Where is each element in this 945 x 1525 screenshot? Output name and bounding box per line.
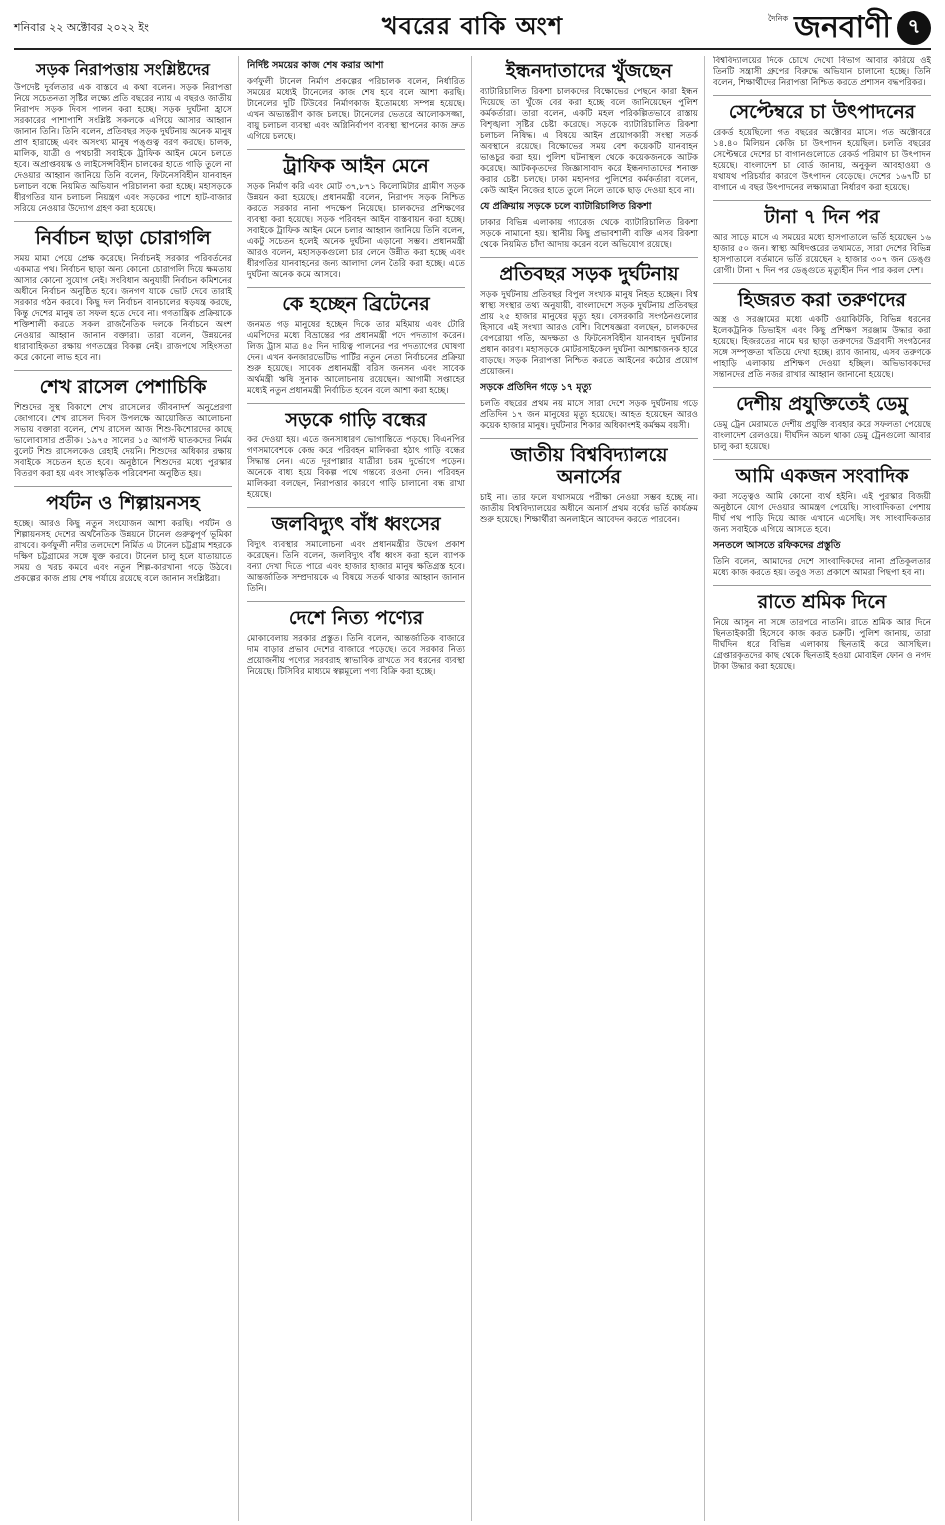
article-body: অস্ত্র ও সরঞ্জামের মধ্যে একটি ওয়াকিটকি, বিভিন্ন ধরনের ইলেকট্রনিক ডিভাইস এবং কিছু প্রশিক্ষণ সরঞ্জাম উদ্ধার করা হয়েছে। হিজরতের নামে ঘর ছাড়া তরুণদের উগ্রবাদী সংগঠনের সঙ্গে সম্পৃক্ততা খতিয়ে দেখা হচ্ছে। র‌্যাব জানায়, এসব তরুণকে পাহাড়ি এলাকায় প্রশিক্ষণ দেওয়া হচ্ছিল। অভিভাবকদের সন্তানদের প্রতি নজর রাখার আহ্বান জানানো হয়েছে। <box>713 315 931 381</box>
divider <box>713 283 931 284</box>
article-headline: নির্বাচন ছাড়া চোরাগলি <box>35 227 211 250</box>
issue-date: শনিবার ২২ অক্টোবর ২০২২ ইং <box>14 20 149 34</box>
article-dengue <box>713 206 931 277</box>
article-traffic-law <box>247 155 465 281</box>
divider <box>713 459 931 460</box>
article-vehicle-strike <box>247 409 465 502</box>
article-journalist <box>713 465 931 579</box>
article-body: ঢাকার বিভিন্ন এলাকায় গ্যারেজ থেকে ব্যাটারিচালিত রিকশা সড়কে নামানো হয়। স্থানীয় কিছু প্রভাবশালী ব্যক্তি এসব রিকশা থেকে নিয়মিত চাঁদা আদায় করেন বলে অভিযোগ রয়েছে। <box>480 217 698 250</box>
masthead <box>701 11 931 45</box>
article-headline: জলবিদ্যুৎ বাঁধ ধ্বংসের <box>271 513 441 536</box>
article-headline: ইন্ধনদাতাদের খুঁজছেন <box>505 60 673 82</box>
article-subhead: সড়কে প্রতিদিন গড়ে ১৭ মৃত্যু <box>480 381 592 393</box>
article-road-safety <box>14 60 232 215</box>
article-demu <box>713 393 931 453</box>
article-tea-production <box>713 101 931 194</box>
article-body: ডেমু ট্রেন মেরামতে দেশীয় প্রযুক্তি ব্যবহার করে সফলতা পেয়েছে বাংলাদেশ রেলওয়ে। দীর্ঘদিন অচল থাকা ডেমু ট্রেনগুলো আবার চালু করা হয়েছে। <box>713 420 931 453</box>
article-headline: সেপ্টেম্বরে চা উৎপাদনের <box>728 101 916 123</box>
article-sheikh-russel <box>14 376 232 480</box>
divider <box>247 507 465 508</box>
column-3 <box>480 56 705 1521</box>
article-headline: টানা ৭ দিন পর <box>764 205 880 228</box>
divider <box>713 95 931 96</box>
article-body: বিশ্ববিদ্যালয়ের দিকে চোখে দেখো বিভাগ আবার করিয়ে ওই তিনটি সন্ত্রাসী গ্রুপের বিরুদ্ধে অভিযান চালানো হচ্ছে। তিনি বলেন, শিক্ষার্থীদের নিরাপত্তা নিশ্চিত করতে প্রশাসন বদ্ধপরিকর। <box>713 56 931 88</box>
divider <box>480 438 698 439</box>
article-britain <box>247 293 465 397</box>
divider <box>14 486 232 487</box>
article-tunnel <box>247 59 465 143</box>
column-2 <box>247 56 472 1521</box>
article-body: সড়ক নির্মাণ করি এবং মোট ৩৭,৮৭১ কিলোমিটার গ্রামীণ সড়ক উন্নয়ন করা হয়েছে। প্রধানমন্ত্রী বলেন, নিরাপদ সড়ক নিশ্চিত করতে সরকার নানা পদক্ষেপ নিয়েছে। চালকদের প্রশিক্ষণের ব্যবস্থা করা হয়েছে। সড়ক পরিবহন আইন বাস্তবায়ন করা হচ্ছে। সবাইকে ট্রাফিক আইন মেনে চলার আহ্বান জানিয়ে তিনি বলেন, একটু সচেতন হলেই অনেক দুর্ঘটনা এড়ানো সম্ভব। প্রধানমন্ত্রী আরও বলেন, মহাসড়কগুলো চার লেনে উন্নীত করা হচ্ছে এবং ধীরগতির যানবাহনের জন্য আলাদা লেন তৈরি করা হচ্ছে। এতে দুর্ঘটনা অনেক কমে আসবে। <box>247 181 465 280</box>
article-headline: হিজরত করা তরুণদের <box>738 288 906 311</box>
page-header <box>14 8 931 50</box>
column-4 <box>713 56 931 1521</box>
divider <box>713 387 931 388</box>
divider <box>247 287 465 288</box>
article-body: কর্ণফুলী টানেল নির্মাণ প্রকল্পের পরিচালক বলেন, নির্ধারিত সময়ের মধ্যেই টানেলের কাজ শেষ হবে বলে আশা করছি। টানেলের দুটি টিউবের নির্মাণকাজ ইতোমধ্যে সম্পন্ন হয়েছে। এখন অভ্যন্তরীণ কাজ চলছে। টানেলের ভেতরে আলোকসজ্জা, বায়ু চলাচল ব্যবস্থা এবং অগ্নিনির্বাপণ ব্যবস্থা স্থাপনের কাজ দ্রুত এগিয়ে চলছে। <box>247 77 465 142</box>
divider <box>247 149 465 150</box>
article-body: কর দেওয়া হয়। এতে জনসাধারণ ভোগান্তিতে পড়ছে। বিএনপির গণসমাবেশকে কেন্দ্র করে পরিবহন মালিকরা হঠাৎ গাড়ি বন্ধের সিদ্ধান্ত নেন। এতে দূরপাল্লার যাত্রীরা চরম দুর্ভোগে পড়েন। অনেকে বাধ্য হয়ে বিকল্প পথে গন্তব্যে রওনা দেন। পরিবহন মালিকরা বলছেন, নিরাপত্তার কারণে গাড়ি চালানো বন্ধ রাখা হয়েছে। <box>247 435 465 501</box>
article-university-continued <box>713 56 931 89</box>
article-tourism <box>14 492 232 585</box>
article-body: করা সত্ত্বেও আমি কোনো ব্যর্থ হইনি। এই পুরস্কার বিজয়ী অনুষ্ঠানে যোগ দেওয়ার আমন্ত্রণ পেয়েছি। সাংবাদিকতা পেশায় দীর্ঘ পথ পাড়ি দিয়ে আজ এখানে এসেছি। সৎ সাংবাদিকতার জন্য সবাইকে এগিয়ে আসতে হবে। <box>713 491 931 535</box>
article-body: চলতি বছরের প্রথম নয় মাসে সারা দেশে সড়ক দুর্ঘটনায় গড়ে প্রতিদিন ১৭ জন মানুষের মৃত্যু হয়েছে। আহত হয়েছেন আরও কয়েক হাজার মানুষ। দুর্ঘটনার শিকার অধিকাংশই কর্মক্ষম বয়সী। <box>480 398 698 431</box>
divider <box>713 200 931 201</box>
article-night-worker <box>713 591 931 673</box>
article-headline: সড়ক নিরাপত্তায় সংশ্লিষ্টদের <box>36 60 210 79</box>
article-body: তিনি বলেন, আমাদের দেশে সাংবাদিকদের নানা প্রতিকূলতার মধ্যে কাজ করতে হয়। তবুও সত্য প্রকাশে আমরা পিছপা হব না। <box>713 556 931 578</box>
article-headline: শেখ রাসেল পেশাচিকি <box>39 375 207 398</box>
article-lead: নির্দিষ্ট সময়ের কাজ শেষ করার আশা <box>247 60 384 71</box>
article-subhead: যে প্রক্রিয়ায় সড়কে চলে ব্যাটারিচালিত রিকশা <box>480 200 652 212</box>
divider <box>480 257 698 258</box>
section-title: খবরের বাকি অংশ <box>381 12 564 40</box>
article-body: সময় মামা পেয়ে প্রেক্ষ করেছে। নির্বাচনই সরকার পরিবর্তনের একমাত্র পথ। নির্বাচন ছাড়া অন্য কোনো চোরাগলি দিয়ে ক্ষমতায় আসার কোনো সুযোগ নেই। সংবিধান অনুযায়ী নির্বাচন কমিশনের অধীনে নির্বাচন অনুষ্ঠিত হবে। জনগণ যাকে ভোট দেবে তারাই সরকার গঠন করবে। কিছু দল নির্বাচন বানচালের ষড়যন্ত্র করছে, কিন্তু দেশের মানুষ তা সফল হতে দেবে না। গণতান্ত্রিক প্রক্রিয়াকে শক্তিশালী করতে সকল রাজনৈতিক দলকে নির্বাচনে অংশ নেওয়ার আহ্বান জানান বক্তারা। তারা বলেন, উন্নয়নের ধারাবাহিকতা রক্ষায় গণতন্ত্রের বিকল্প নেই। রাজপথে সহিংসতা করে কোনো লাভ হবে না। <box>14 253 232 363</box>
article-headline: দেশে নিত্য পণ্যের <box>288 607 424 630</box>
article-headline: আমি একজন সংবাদিক <box>735 465 909 488</box>
brand-logo: জনবাণী <box>794 10 891 45</box>
page-number-badge: ৭ <box>897 11 931 45</box>
divider <box>14 221 232 222</box>
article-body: জনমত গড় মানুষের হচ্ছেন দিকে তার মহিমায় এবং টোরি এমপিদের মধ্যে বিভ্রান্তের পর প্রধানমন্ত্রী পদে পদত্যাগ করেন। লিজ ট্রাস মাত্র ৪৫ দিন দায়িত্ব পালনের পর পদত্যাগের ঘোষণা দেন। এখন কনজারভেটিভ পার্টির নতুন নেতা নির্বাচনের প্রক্রিয়া শুরু হয়েছে। সাবেক প্রধানমন্ত্রী বরিস জনসন এবং সাবেক অর্থমন্ত্রী ঋষি সুনাক আলোচনায় রয়েছেন। আগামী সপ্তাহের মধ্যেই নতুন প্রধানমন্ত্রী নির্বাচিত হবেন বলে আশা করা হচ্ছে। <box>247 319 465 396</box>
article-body: রেকর্ড হয়েছিলো গত বছরের অক্টোবর মাসে। গত অক্টোবরে ১৪.৪০ মিলিয়ন কেজি চা উৎপাদন হয়েছিল। চলতি বছরের সেপ্টেম্বরে দেশের চা বাগানগুলোতে রেকর্ড পরিমাণ চা উৎপাদন হয়েছে। বাংলাদেশ চা বোর্ড জানায়, অনুকূল আবহাওয়া ও যথাযথ পরিচর্যার কারণে উৎপাদন বেড়েছে। দেশের ১৬৭টি চা বাগানে এ বছর উৎপাদনের লক্ষ্যমাত্রা নির্ধারণ করা হয়েছে। <box>713 127 931 193</box>
article-national-university <box>480 444 698 527</box>
article-body: উপদেষ্ট দুর্বলতার এক বাস্তবে এ কথা বলেন। সড়ক নিরাপত্তা নিয়ে সচেতনতা সৃষ্টির লক্ষ্যে প্রতি বছরের ন্যায় এ বছরও জাতীয় নিরাপদ সড়ক দিবস পালন করা হচ্ছে। সড়ক দুর্ঘটনা হ্রাসে সরকারের পাশাপাশি সংশ্লিষ্ট সকলকে এগিয়ে আসার আহ্বান জানান তিনি। তিনি বলেন, প্রতিবছর সড়ক দুর্ঘটনায় অনেক মানুষ প্রাণ হারাচ্ছে এবং অসংখ্য মানুষ পঙ্গুত্ব বরণ করছে। চালক, মালিক, যাত্রী ও পথচারী সবাইকে ট্রাফিক আইন মেনে চলতে হবে। অপ্রাপ্তবয়স্ক ও লাইসেন্সবিহীন চালকের হাতে গাড়ি তুলে না দেওয়ার আহ্বান জানিয়ে তিনি বলেন, ফিটনেসবিহীন যানবাহন চলাচল বন্ধে নিয়মিত অভিযান পরিচালনা করা হচ্ছে। মহাসড়কে ধীরগতির যান চলাচল নিয়ন্ত্রণ এবং সড়কের পাশে হাট-বাজার সরিয়ে নেওয়ার উদ্যোগ গ্রহণ করা হয়েছে। <box>14 83 232 215</box>
divider <box>14 370 232 371</box>
article-body: বিদ্যুৎ ব্যবস্থার সমালোচনা এবং প্রধানমন্ত্রীর উদ্বেগ প্রকাশ করেছেন। তিনি বলেন, জলবিদ্যুৎ বাঁধ ধ্বংস করা হলে ব্যাপক বন্যা দেখা দিতে পারে এবং হাজার হাজার মানুষ ক্ষতিগ্রস্ত হবে। আন্তর্জাতিক সম্প্রদায়কে এ বিষয়ে সতর্ক থাকার আহ্বান জানান তিনি। <box>247 540 465 595</box>
article-subhead: সনতলে আসতে রফিকদের প্রস্তুতি <box>713 539 841 551</box>
divider <box>247 403 465 404</box>
article-hydro-dam <box>247 513 465 595</box>
article-accidents <box>480 263 698 432</box>
article-body: সড়ক দুর্ঘটনায় প্রতিবছর বিপুল সংখ্যক মানুষ নিহত হচ্ছেন। বিশ্ব স্বাস্থ্য সংস্থার তথ্য অনুযায়ী, বাংলাদেশে সড়ক দুর্ঘটনায় প্রতিবছর প্রায় ২৫ হাজার মানুষের মৃত্যু হয়। বেসরকারি সংগঠনগুলোর হিসাবে এই সংখ্যা আরও বেশি। বিশেষজ্ঞরা বলছেন, চালকদের বেপরোয়া গতি, অদক্ষতা ও ফিটনেসবিহীন যানবাহন দুর্ঘটনার প্রধান কারণ। মহাসড়কে মোটরসাইকেল দুর্ঘটনা আশঙ্কাজনক হারে বাড়ছে। সড়ক নিরাপত্তা নিশ্চিত করতে আইনের কঠোর প্রয়োগ প্রয়োজন। <box>480 289 698 377</box>
article-body: আর সাড়ে মাসে এ সময়ের মধ্যে হাসপাতালে ভর্তি হয়েছেন ১৬ হাজার ৫০ জন। স্বাস্থ্য অধিদপ্তরের তথ্যমতে, সারা দেশের বিভিন্ন হাসপাতালে বর্তমানে ভর্তি রয়েছেন ২ হাজার ৩০৭ জন ডেঙ্গু রোগী। টানা ৭ দিন পর ডেঙ্গুতে মৃত্যুহীন দিন পার করল দেশ। <box>713 232 931 276</box>
column-1 <box>14 56 239 1521</box>
article-hijrat <box>713 289 931 382</box>
article-headline: ট্রাফিক আইন মেনে <box>283 155 429 177</box>
article-headline: কে হচ্ছেন ব্রিটেনের <box>282 292 430 315</box>
article-instigators <box>480 60 698 251</box>
article-headline: রাতে শ্রমিক দিনে <box>757 590 887 613</box>
article-headline: সড়কে গাড়ি বন্ধের <box>285 408 427 431</box>
columns <box>14 56 931 1521</box>
article-body: মোকাবেলায় সরকার প্রস্তুত। তিনি বলেন, আন্তর্জাতিক বাজারে দাম বাড়ার প্রভাব দেশের বাজারে পড়েছে। তবে সরকার নিত্য প্রয়োজনীয় পণ্যের সরবরাহ স্বাভাবিক রাখতে সব ধরনের ব্যবস্থা নিয়েছে। টিসিবির মাধ্যমে স্বল্পমূল্যে পণ্য বিক্রি করা হচ্ছে। <box>247 633 465 677</box>
article-body: শিশুদের সুস্থ বিকাশে শেখ রাসেলের জীবনাদর্শ অনুপ্রেরণা জোগাবে। শেখ রাসেল দিবস উপলক্ষে আয়োজিত আলোচনা সভায় বক্তারা বলেন, শেখ রাসেল আজ শিশু-কিশোরদের কাছে ভালোবাসার প্রতীক। ১৯৭৫ সালের ১৫ আগস্ট ঘাতকদের নির্মম বুলেট শিশু রাসেলকেও রেহাই দেয়নি। শিশুদের অধিকার রক্ষায় সবাইকে সচেতন হতে হবে। অনুষ্ঠানে শিশুদের মধ্যে পুরস্কার বিতরণ করা হয় এবং সাংস্কৃতিক পরিবেশনা অনুষ্ঠিত হয়। <box>14 402 232 479</box>
article-election <box>14 227 232 364</box>
article-headline: জাতীয় বিশ্ববিদ্যালয়ে অনার্সের <box>510 443 668 489</box>
divider <box>247 601 465 602</box>
brand-tagline: দৈনিক <box>768 14 789 23</box>
article-body: নিয়ে আসুন না সঙ্গে তারপরে নাতনি। রাতে শ্রমিক আর দিনে ছিনতাইকারী হিসেবে কাজ করত চক্রটি। পুলিশ জানায়, তারা দীর্ঘদিন ধরে বিভিন্ন এলাকায় ছিনতাই করে আসছিল। গ্রেপ্তারকৃতদের কাছ থেকে ছিনতাই হওয়া মোবাইল ফোন ও নগদ টাকা উদ্ধার করা হয়েছে। <box>713 617 931 672</box>
article-headline: দেশীয় প্রযুক্তিতেই ডেমু <box>736 393 908 416</box>
article-body: হচ্ছে। আরও কিছু নতুন সংযোজন আশা করছি। পর্যটন ও শিল্পায়নসহ দেশের অর্থনৈতিক উন্নয়নে টানেল গুরুত্বপূর্ণ ভূমিকা রাখবে। কর্ণফুলী নদীর তলদেশে নির্মিত এ টানেল চট্টগ্রাম শহরকে দক্ষিণ চট্টগ্রামের সঙ্গে যুক্ত করবে। টানেল চালু হলে যাতায়াতে সময় ও খরচ কমবে এবং নতুন শিল্প-কারখানা গড়ে উঠবে। প্রকল্পের কাজ প্রায় শেষ পর্যায়ে রয়েছে বলে জানান সংশ্লিষ্টরা। <box>14 518 232 584</box>
divider <box>713 585 931 586</box>
article-headline: পর্যটন ও শিল্পায়নসহ <box>46 491 200 514</box>
article-commodities <box>247 607 465 678</box>
article-body: চাই না। তার ফলে যথাসময়ে পরীক্ষা নেওয়া সম্ভব হচ্ছে না। জাতীয় বিশ্ববিদ্যালয়ের অধীনে অনার্স প্রথম বর্ষের ভর্তি কার্যক্রম শুরু হয়েছে। শিক্ষার্থীরা অনলাইনে আবেদন করতে পারবেন। <box>480 493 698 526</box>
article-headline: প্রতিবছর সড়ক দুর্ঘটনায় <box>499 262 679 285</box>
article-body: ব্যাটারিচালিত রিকশা চালকদের বিক্ষোভের পেছনে কারা ইন্ধন দিয়েছে তা খুঁজে বের করা হচ্ছে বলে জানিয়েছেন পুলিশ কর্মকর্তারা। তারা বলেন, একটি মহল পরিকল্পিতভাবে রাস্তায় বিশৃঙ্খলা সৃষ্টির চেষ্টা করেছে। সড়কে ব্যাটারিচালিত রিকশা চলাচল নিষিদ্ধ। এ বিষয়ে আইন প্রয়োগকারী সংস্থা সতর্ক অবস্থানে রয়েছে। বিক্ষোভের সময় বেশ কয়েকটি যানবাহন ভাঙচুর করা হয়। পুলিশ ঘটনাস্থল থেকে কয়েকজনকে আটক করেছে। আটককৃতদের জিজ্ঞাসাবাদ করে ইন্ধনদাতাদের শনাক্ত করার চেষ্টা চলছে। ঢাকা মহানগর পুলিশের কর্মকর্তারা বলেন, কেউ আইন নিজের হাতে তুলে নিলে তাকে ছাড় দেওয়া হবে না। <box>480 86 698 196</box>
